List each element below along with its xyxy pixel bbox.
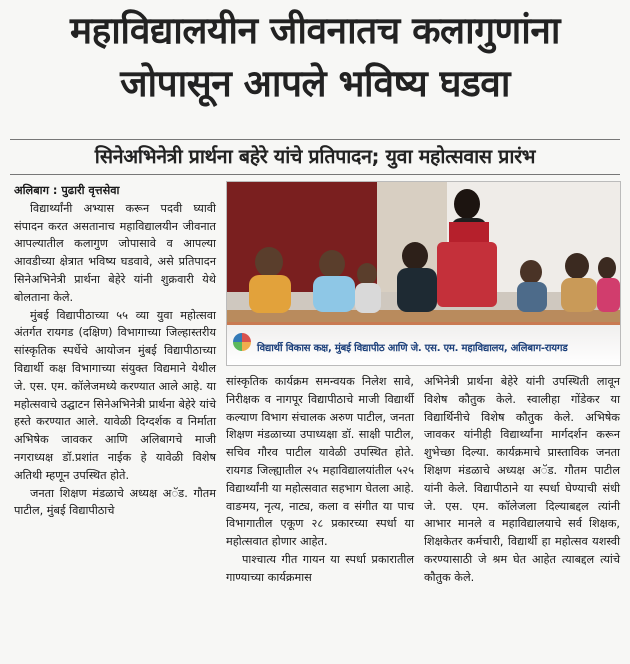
headline <box>0 4 630 110</box>
university-logo <box>233 333 251 351</box>
paragraph: जनता शिक्षण मंडळाचे अध्यक्ष अॅड. गौतम पाटील, मुंबई विद्यापीठाचे <box>14 486 216 518</box>
paragraph: मुंबई विद्यापीठाच्या ५५ व्या युवा महोत्सवा अंतर्गत रायगड (दक्षिण) विभागाच्या जिल्हास्तरीय सांस्कृतिक स्पर्धेचे आयोजन मुंबई विद्यापीठाच्या विद्यार्थी कक्ष विभागाच्या संयुक्त विद्यमाने येथील जे. एस. एम. कॉलेजमध्ये करण्यात आले आहे. या महोत्सवाचे उद्घाटन सिनेअभिनेत्री प्रार्थना बेहेरे यांचे हस्ते करण्यात आले. यावेळी दिग्दर्शक व निर्माता अभिषेक जावकर आणि अलिबागचे माजी नगराध्यक्ष डॉ.प्रशांत नाईक हे यावेळी विशेष अतिथी म्हणून उपस्थित होते. <box>14 308 216 482</box>
headline-line-2: जोपासून आपले भविष्य घडवा <box>120 62 510 105</box>
divider <box>10 174 620 175</box>
article-column-3 <box>424 373 620 587</box>
subheadline: सिनेअभिनेत्री प्रार्थना बहेरे यांचे प्रतिपादन; युवा महोत्सवास प्रारंभ <box>94 145 536 168</box>
banner-text: विद्यार्थी विकास कक्ष, मुंबई विद्यापीठ आणि जे. एस. एम. महाविद्यालय, अलिबाग-रायगड <box>257 343 568 354</box>
paragraph: पाश्चात्य गीत गायन या स्पर्धा प्रकारातील गाण्याच्या कार्यक्रमास <box>226 552 414 584</box>
event-photo <box>226 181 621 366</box>
dateline: अलिबाग : पुढारी वृत्तसेवा <box>14 184 120 197</box>
headline-line-1: महाविद्यालयीन जीवनातच कलागुणांना <box>69 9 560 52</box>
photo-banner <box>227 322 620 365</box>
article-column-1 <box>14 182 216 520</box>
paragraph: अभिनेत्री प्रार्थना बेहेरे यांनी उपस्थिती लावून विशेष कौतुक केले. स्वालीहा गोंडेकर या विद्यार्थिनीचे विशेष कौतुक केले. अभिषेक जावकर यांनीही विद्यार्थ्यांना मार्गदर्शन करून शुभेच्छा दिल्या. कार्यक्रमाचे प्रास्ताविक जनता शिक्षण मंडळाचे अध्यक्ष अॅड. गौतम पाटील यांनी केले. विद्यापीठाने या स्पर्धा घेण्याची संधी जे. एस. एम. कॉलेजला दिल्याबद्दल त्यांनी आभार मानले व महाविद्यालयाचे सर्व शिक्षक, शिक्षकेतर कर्मचारी, विद्यार्थी हा महोत्सव यशस्वी करण्यासाठी जे श्रम घेत आहेत त्याबद्दल त्यांचे कौतुक केले. <box>424 375 620 584</box>
paragraph: विद्यार्थ्यांनी अभ्यास करून पदवी घ्यावी संपादन करत असतानाच महाविद्यालयीन जीवनात आपल्यातील कलागुण जोपासावे व आपल्या आवडीच्या क्षेत्रात भविष्य घडवावे, असे प्रतिपादन सिनेअभिनेत्री प्रार्थना बेहेरे यांनी शुक्रवारी येथे बोलताना केले. <box>14 201 216 304</box>
divider <box>10 139 620 140</box>
article-column-2 <box>226 373 414 587</box>
paragraph: सांस्कृतिक कार्यक्रम समन्वयक निलेश सावे, निरीक्षक व नागपूर विद्यापीठाचे माजी विद्यार्थी कल्याण विभाग संचालक अरुण पाटील, जनता शिक्षण मंडळाच्या उपाध्यक्षा डॉ. साक्षी पाटील, सचिव गौरव पाटील यावेळी उपस्थित होते. रायगड जिल्ह्यातील २५ महाविद्यालयांतील ५२५ विद्यार्थ्यांनी या महोत्सवात सहभाग घेतला आहे. वाङमय, नृत्य, नाट्य, कला व संगीत या पाच विभागातील एकूण २८ प्रकारच्या स्पर्धा या महोत्सवात होणार आहेत. <box>226 375 414 549</box>
